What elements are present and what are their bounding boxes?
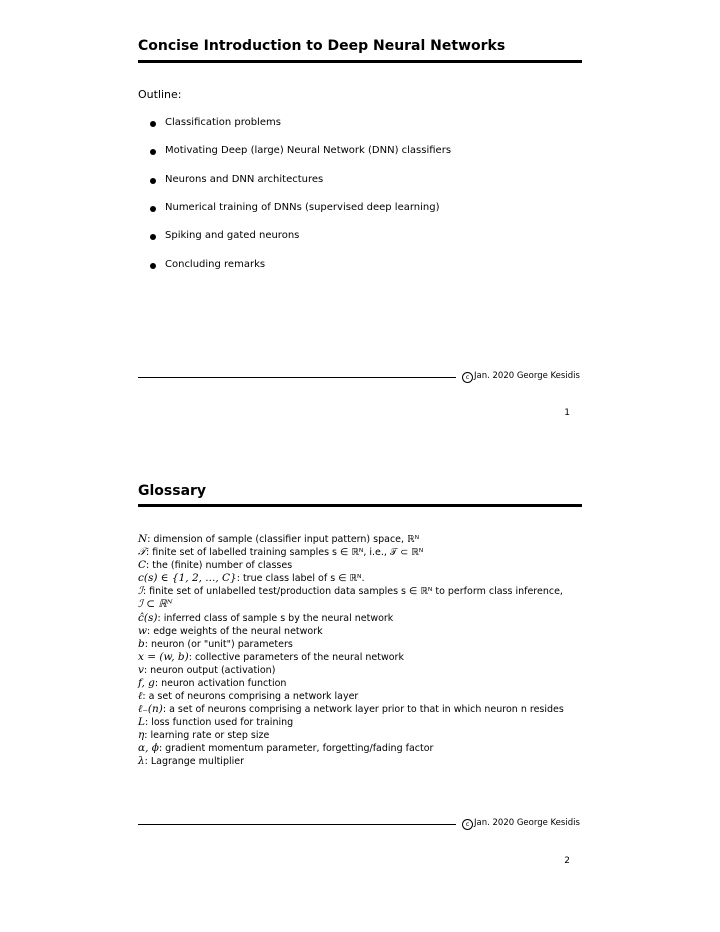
glossary-text: : loss function used for training bbox=[144, 717, 294, 728]
copyright-icon: c bbox=[462, 819, 473, 830]
bullet-icon bbox=[150, 206, 156, 212]
bullet-icon bbox=[150, 121, 156, 127]
glossary-text: : neuron output (activation) bbox=[143, 665, 276, 676]
glossary-entry bbox=[138, 703, 564, 715]
outline-label: Outline: bbox=[138, 88, 182, 101]
glossary-symbol: η bbox=[138, 729, 145, 741]
glossary-entry bbox=[138, 755, 244, 767]
glossary-entry bbox=[138, 690, 358, 702]
glossary-symbol: b bbox=[138, 638, 145, 650]
footer-text: Jan. 2020 George Kesidis bbox=[474, 818, 580, 828]
glossary-entry bbox=[138, 729, 269, 741]
glossary-entry bbox=[138, 612, 393, 624]
slide-2 bbox=[0, 466, 720, 932]
page-number: 1 bbox=[564, 408, 570, 418]
glossary-text: : collective parameters of the neural network bbox=[188, 652, 404, 663]
glossary-entry bbox=[138, 559, 292, 571]
footer-rule bbox=[138, 824, 456, 825]
footer-credit bbox=[462, 818, 580, 830]
footer-rule bbox=[138, 377, 456, 378]
glossary-symbol: ℓ₋(n) bbox=[138, 703, 163, 715]
glossary-symbol: ℐ ⊂ ℝᴺ bbox=[138, 598, 173, 610]
slide-title: Concise Introduction to Deep Neural Networks bbox=[138, 38, 506, 54]
glossary-text: : neuron (or "unit") parameters bbox=[144, 639, 293, 650]
bullet-icon bbox=[150, 263, 156, 269]
glossary-symbol: v bbox=[138, 664, 144, 676]
glossary-entry bbox=[138, 651, 404, 663]
glossary-text: : dimension of sample (classifier input pattern) space, ℝᴺ bbox=[147, 534, 420, 545]
glossary-symbol: L bbox=[138, 716, 145, 728]
glossary-symbol: x = (w, b) bbox=[138, 651, 189, 663]
glossary-symbol: ℓ bbox=[138, 690, 143, 702]
title-rule bbox=[138, 60, 582, 63]
glossary-entry bbox=[138, 572, 365, 584]
glossary-text: : a set of neurons comprising a network layer prior to that in which neuron n resides bbox=[162, 704, 564, 715]
bullet-icon bbox=[150, 178, 156, 184]
glossary-text: : true class label of s ∈ ℝᴺ. bbox=[236, 573, 365, 584]
footer-text: Jan. 2020 George Kesidis bbox=[474, 371, 580, 381]
glossary-entry bbox=[138, 664, 275, 676]
glossary-text: : the (finite) number of classes bbox=[146, 560, 293, 571]
title-rule bbox=[138, 504, 582, 507]
list-item-text: Spiking and gated neurons bbox=[165, 230, 300, 241]
glossary-symbol: f, g bbox=[138, 677, 155, 689]
footer-credit bbox=[462, 371, 580, 383]
page-number: 2 bbox=[564, 856, 570, 866]
bullet-icon bbox=[150, 234, 156, 240]
bullet-icon bbox=[150, 149, 156, 155]
glossary-symbol: w bbox=[138, 625, 147, 637]
glossary-entry bbox=[138, 625, 323, 637]
glossary-text: : a set of neurons comprising a network layer bbox=[142, 691, 359, 702]
glossary-symbol: c(s) ∈ {1, 2, ..., C} bbox=[138, 572, 237, 584]
glossary-text: : inferred class of sample s by the neural network bbox=[157, 613, 394, 624]
glossary-symbol: α, ϕ bbox=[138, 742, 159, 754]
list-item-text: Numerical training of DNNs (supervised deep learning) bbox=[165, 202, 440, 213]
glossary-text: : neuron activation function bbox=[154, 678, 287, 689]
glossary-symbol: ℐ bbox=[138, 585, 143, 597]
glossary-text: : finite set of unlabelled test/production data samples s ∈ ℝᴺ to perform class inference, bbox=[142, 586, 563, 597]
glossary-text: : Lagrange multiplier bbox=[144, 756, 245, 767]
glossary-entry bbox=[138, 677, 286, 689]
list-item-text: Motivating Deep (large) Neural Network (DNN) classifiers bbox=[165, 145, 452, 156]
glossary-symbol: N bbox=[138, 533, 148, 545]
glossary-entry bbox=[138, 742, 433, 754]
glossary-entry bbox=[138, 546, 423, 559]
list-item-text: Concluding remarks bbox=[165, 259, 266, 270]
glossary-text: : finite set of labelled training samples s ∈ ℝᴺ, i.e., 𝒯 ⊂ ℝᴺ bbox=[146, 547, 424, 558]
list-item-text: Classification problems bbox=[165, 117, 281, 128]
glossary-entry bbox=[138, 638, 293, 650]
slide-title: Glossary bbox=[138, 483, 207, 499]
glossary-entry bbox=[138, 585, 563, 597]
glossary-entry bbox=[138, 533, 419, 545]
glossary-symbol: ĉ(s) bbox=[138, 612, 158, 624]
copyright-icon: c bbox=[462, 372, 473, 383]
list-item-text: Neurons and DNN architectures bbox=[165, 174, 324, 185]
glossary-text: : edge weights of the neural network bbox=[147, 626, 323, 637]
glossary-text: : learning rate or step size bbox=[144, 730, 270, 741]
glossary-symbol: 𝒯 bbox=[138, 546, 147, 558]
glossary-entry bbox=[138, 716, 293, 728]
glossary-text: : gradient momentum parameter, forgetting/fading factor bbox=[158, 743, 434, 754]
glossary-symbol: C bbox=[138, 559, 147, 571]
glossary-symbol: λ bbox=[138, 755, 145, 767]
glossary-entry bbox=[138, 598, 173, 610]
